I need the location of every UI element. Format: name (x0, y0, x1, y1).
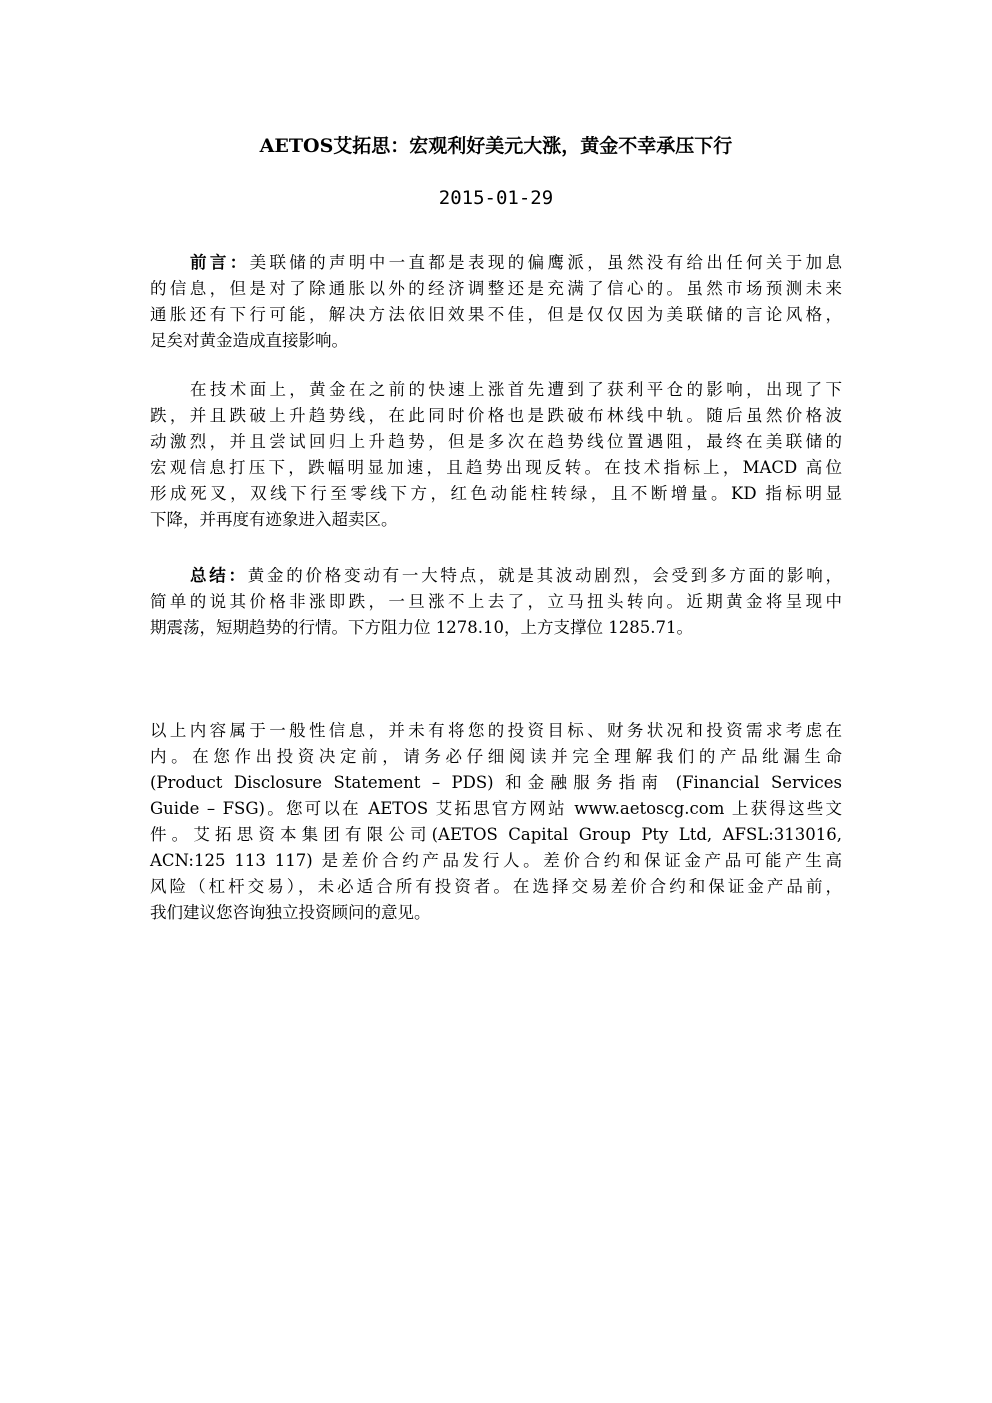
technical-paragraph (150, 377, 842, 533)
disclaimer-line: 件。艾拓思资本集团有限公司(AETOS Capital Group Pty Ltd, AFSL:313016, (150, 825, 842, 844)
document-title: AETOS艾拓思：宏观利好美元大涨，黄金不幸承压下行 (259, 135, 733, 157)
disclaimer-line: (Product Disclosure Statement – PDS) 和金融服务指南 (Financial Services (150, 773, 842, 792)
disclaimer-line: 风险（杠杆交易），未必适合所有投资者。在选择交易差价合约和保证金产品前， (150, 877, 842, 896)
disclaimer-line: Guide – FSG)。您可以在 AETOS 艾拓思官方网站 www.aetoscg.com 上获得这些文 (150, 799, 842, 818)
disclaimer-paragraph (150, 718, 842, 926)
intro-line: 足矣对黄金造成直接影响。 (150, 331, 348, 350)
technical-line: 形成死叉，双线下行至零线下方，红色动能柱转绿，且不断增量。KD 指标明显 (150, 484, 842, 503)
summary-line: 期震荡，短期趋势的行情。下方阻力位 1278.10，上方支撑位 1285.71。 (150, 618, 693, 637)
technical-line: 下降，并再度有迹象进入超卖区。 (150, 510, 398, 529)
summary-line (150, 563, 842, 589)
disclaimer-line: 我们建议您咨询独立投资顾问的意见。 (150, 903, 431, 922)
disclaimer-line: 内。在您作出投资决定前，请务必仔细阅读并完全理解我们的产品纰漏生命 (150, 747, 842, 766)
technical-line: 跌，并且跌破上升趋势线，在此同时价格也是跌破布林线中轨。随后虽然价格波 (150, 406, 842, 425)
document-date: 2015-01-29 (438, 187, 554, 209)
technical-line: 宏观信息打压下，跌幅明显加速，且趋势出现反转。在技术指标上，MACD 高位 (150, 458, 842, 477)
intro-paragraph (150, 250, 842, 354)
technical-line: 在技术面上，黄金在之前的快速上涨首先遭到了获利平仓的影响，出现了下 (190, 380, 842, 399)
summary-line: 简单的说其价格非涨即跌，一旦涨不上去了，立马扭头转向。近期黄金将呈现中 (150, 592, 842, 611)
summary-lead: 总结： (190, 566, 248, 585)
intro-line: 的信息，但是对了除通胀以外的经济调整还是充满了信心的。虽然市场预测未来 (150, 279, 842, 298)
intro-line (150, 250, 842, 276)
summary-line-text: 黄金的价格变动有一大特点，就是其波动剧烈，会受到多方面的影响， (247, 566, 843, 585)
intro-lead: 前言： (190, 253, 250, 272)
intro-line: 通胀还有下行可能，解决方法依旧效果不佳，但是仅仅因为美联储的言论风格， (150, 305, 842, 324)
intro-line-text: 美联储的声明中一直都是表现的偏鹰派，虽然没有给出任何关于加息 (249, 253, 842, 272)
technical-line: 动激烈，并且尝试回归上升趋势，但是多次在趋势线位置遇阻，最终在美联储的 (150, 432, 842, 451)
summary-paragraph (150, 563, 842, 641)
disclaimer-line: ACN:125 113 117) 是差价合约产品发行人。差价合约和保证金产品可能产生高 (150, 851, 842, 870)
disclaimer-line: 以上内容属于一般性信息，并未有将您的投资目标、财务状况和投资需求考虑在 (150, 721, 842, 740)
